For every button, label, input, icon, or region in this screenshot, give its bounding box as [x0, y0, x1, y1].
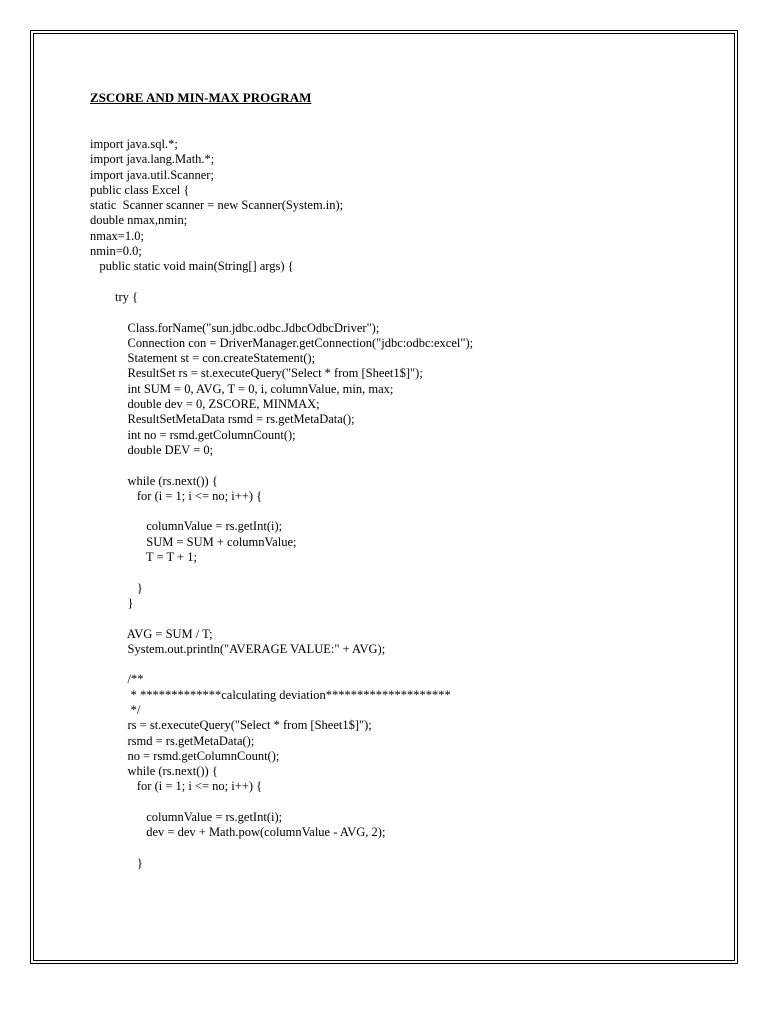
code-listing: import java.sql.*; import java.lang.Math.*; import java.util.Scanner; public class Excel { static Scanner scanner = new Scanner(System.in); double nmax,nmin; nmax=1.0; nmin=0.0; public static void main(String[] args) { try { Class.forName("sun.jdbc.odbc.JdbcOdbcDriver"); Connection con = DriverManager.getConnection("jdbc:odbc:excel"); Statement st = con.createStatement(); ResultSet rs = st.executeQuery("Select * from [Sheet1$]"); int SUM = 0, AVG, T = 0, i, columnValue, min, max; double dev = 0, ZSCORE, MINMAX; ResultSetMetaData rsmd = rs.getMetaData(); int no = rsmd.getColumnCount(); double DEV = 0; while (rs.next()) { for (i = 1; i <= no; i++) { columnValue = rs.getInt(i); SUM = SUM + columnValue; T = T + 1; } } AVG = SUM / T; System.out.println("AVERAGE VALUE:" + AVG); /** * *************calculating deviation******************** */ rs = st.executeQuery("Select * from [Sheet1$]"); rsmd = rs.getMetaData(); no = rsmd.getColumnCount(); while (rs.next()) { for (i = 1; i <= no; i++) { columnValue = rs.getInt(i); dev = dev + Math.pow(columnValue - AVG, 2); } — [90, 137, 474, 870]
document-title: ZSCORE AND MIN-MAX PROGRAM — [90, 90, 312, 105]
